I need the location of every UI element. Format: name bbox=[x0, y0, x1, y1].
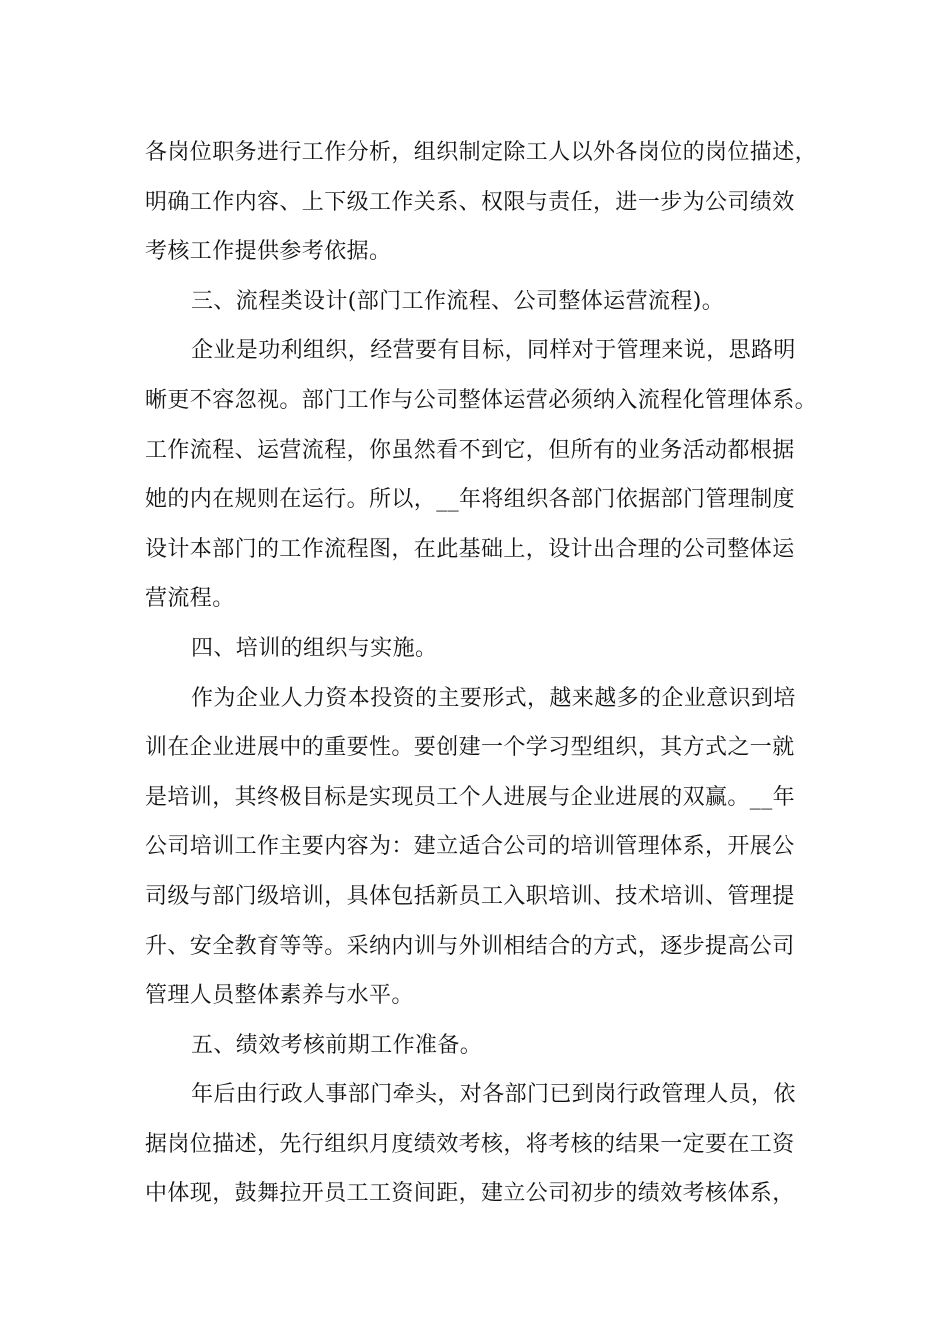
text-line: 企业是功利组织，经营要有目标，同样对于管理来说，思路明 bbox=[191, 338, 796, 364]
text-line: 据岗位描述，先行组织月度绩效考核，将考核的结果一定要在工资 bbox=[145, 1131, 795, 1157]
text-line: 年后由行政人事部门牵头，对各部门已到岗行政管理人员，依 bbox=[191, 1082, 796, 1108]
text-line: 工作流程、运营流程，你虽然看不到它，但所有的业务活动都根据 bbox=[145, 437, 795, 463]
text-line: 作为企业人力资本投资的主要形式，越来越多的企业意识到培 bbox=[191, 685, 796, 711]
text-line: 公司培训工作主要内容为：建立适合公司的培训管理体系，开展公 bbox=[145, 834, 795, 860]
text-line: 训在企业进展中的重要性。要创建一个学习型组织，其方式之一就 bbox=[145, 735, 795, 761]
text-line: 考核工作提供参考依据。 bbox=[145, 239, 392, 265]
section-heading-process-design: 三、流程类设计(部门工作流程、公司整体运营流程)。 bbox=[191, 288, 725, 314]
section-heading-performance: 五、绩效考核前期工作准备。 bbox=[191, 1032, 483, 1058]
text-line: 明确工作内容、上下级工作关系、权限与责任，进一步为公司绩效 bbox=[145, 189, 795, 215]
text-line: 营流程。 bbox=[145, 586, 235, 612]
text-line: 是培训，其终极目标是实现员工个人进展与企业进展的双赢。__年 bbox=[145, 784, 796, 810]
text-line: 管理人员整体素养与水平。 bbox=[145, 983, 414, 1009]
text-line: 司级与部门级培训，具体包括新员工入职培训、技术培训、管理提 bbox=[145, 883, 795, 909]
section-heading-training: 四、培训的组织与实施。 bbox=[191, 635, 438, 661]
text-line: 设计本部门的工作流程图，在此基础上，设计出合理的公司整体运 bbox=[145, 536, 795, 562]
text-line: 中体现，鼓舞拉开员工工资间距，建立公司初步的绩效考核体系， bbox=[145, 1181, 795, 1207]
text-line: 升、安全教育等等。采纳内训与外训相结合的方式，逐步提高公司 bbox=[145, 933, 795, 959]
body-text bbox=[145, 128, 825, 1219]
text-line: 晰更不容忽视。部门工作与公司整体运营必须纳入流程化管理体系。 bbox=[145, 387, 818, 413]
text-line: 各岗位职务进行工作分析，组织制定除工人以外各岗位的岗位描述， bbox=[145, 140, 818, 165]
text-line: 她的内在规则在运行。所以，__年将组织各部门依据部门管理制度 bbox=[145, 487, 796, 513]
